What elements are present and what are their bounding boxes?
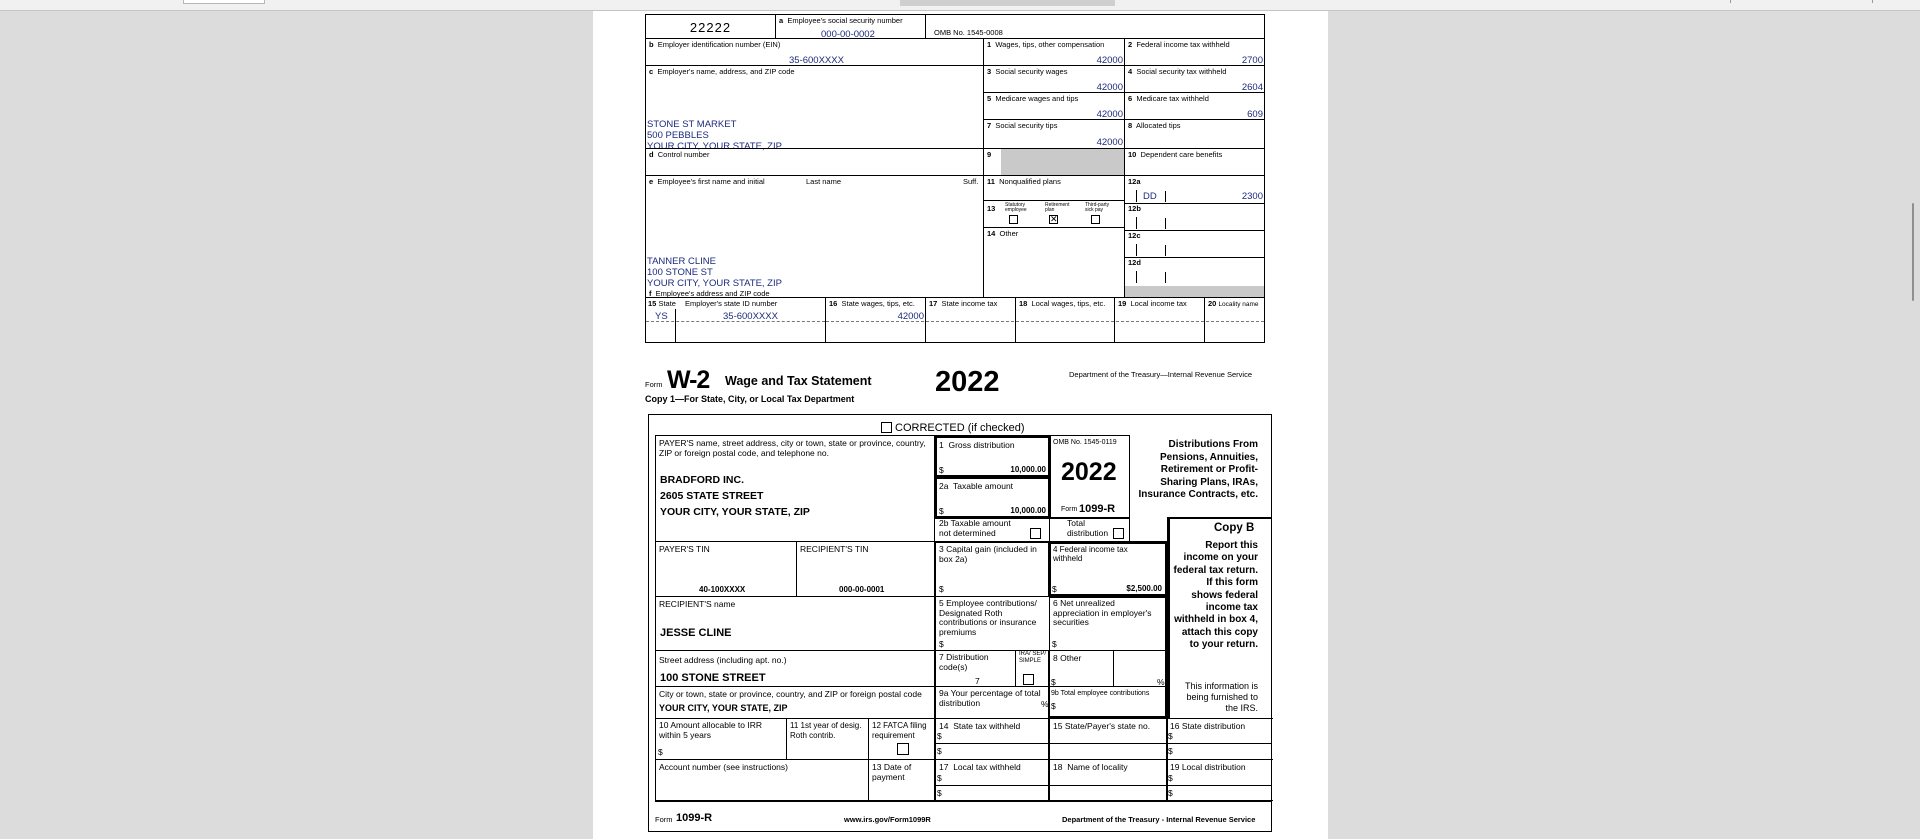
w2-box-20-label: Locality name [1218, 301, 1259, 308]
w2-box-17-label: State income tax [941, 299, 998, 308]
w2-state-row-divider [826, 321, 1264, 322]
box-8-dollar: $ [1051, 677, 1056, 687]
street-label: Street address (including apt. no.) [659, 655, 787, 665]
box-9a-percent: % [1041, 699, 1049, 709]
w2-box-3-label: Social security wages [995, 67, 1068, 76]
box-9b-dollar: $ [1051, 701, 1056, 711]
box-12-label: FATCA filing requirement [872, 721, 927, 740]
w2-medicare-tax: 609 [1247, 109, 1263, 120]
w2-box-7-label: Social security tips [995, 121, 1058, 130]
w2-12a-code: DD [1143, 191, 1157, 202]
w2-box-d-label: Control number [657, 150, 710, 159]
w2-state-id: 35-600XXXX [723, 311, 778, 322]
w2-12-code-sep [1136, 190, 1137, 202]
box-3-dollar: $ [939, 584, 944, 594]
box-8-label: Other [1060, 653, 1082, 663]
footer-dept: Department of the Treasury - Internal Revenue Service [1062, 815, 1256, 824]
box-10-dollar: $ [658, 747, 663, 757]
box-2b-label: Taxable amount not determined [939, 518, 1011, 538]
ira-checkbox[interactable] [1023, 674, 1034, 685]
box-19-dollar-1: $ [1168, 773, 1173, 783]
w2-box-5-label: Medicare wages and tips [995, 94, 1079, 103]
w2-thirdparty-label: Third-party sick pay [1085, 202, 1110, 213]
w2-statutory-label: Statutory employee [1005, 202, 1027, 213]
box-15-label: State/Payer's state no. [1064, 721, 1151, 731]
total-distribution-checkbox[interactable] [1113, 528, 1124, 539]
w2-box-18-label: Local wages, tips, etc. [1031, 299, 1106, 308]
form-1099r-year: 2022 [1061, 458, 1117, 486]
recipient-tin: 000-00-0001 [839, 585, 885, 594]
w2-form-name: W-2 [667, 366, 710, 394]
box-16-label: State distribution [1181, 721, 1246, 731]
row-17-divider [935, 785, 1272, 786]
w2-employer-street: 500 PEBBLES [647, 130, 709, 141]
box-16-dollar-1: $ [1168, 731, 1173, 741]
payer-tin: 40-100XXXX [699, 585, 746, 594]
w2-form-word: Form [645, 380, 663, 389]
omb-number: OMB No. 1545-0119 [1053, 439, 1117, 446]
w2-copy-line: Copy 1—For State, City, or Local Tax Department [645, 394, 855, 404]
box-9b-label: Total employee contributions [1060, 690, 1150, 697]
w2-box-11-label: Nonqualified plans [999, 177, 1061, 186]
w2-box-10-label: Dependent care benefits [1140, 150, 1223, 159]
w2-form-number: 22222 [689, 20, 732, 35]
box-3-label: Capital gain (included in box 2a) [939, 544, 1037, 564]
w2-12-code-sep [1136, 217, 1137, 229]
w2-box-9-shade [1001, 149, 1124, 175]
box-1-dollar: $ [939, 465, 944, 475]
payer-label: PAYER'S name, street address, city or town, state or province, country, ZIP or foreign postal code, and telephone no. [659, 438, 926, 458]
box-1-label: Gross distribution [948, 440, 1015, 450]
box-14-dollar-2: $ [937, 746, 942, 756]
toolbar-separator [1872, 0, 1873, 3]
scrollbar-thumb[interactable] [1912, 203, 1914, 301]
footer-form-name: 1099-R [676, 812, 713, 824]
box-14-label: State tax withheld [953, 721, 1021, 731]
w2-omb: OMB No. 1545-0008 [934, 28, 1003, 37]
w2-retirement-label: Retirement plan [1045, 202, 1070, 213]
box-13-label: Date of payment [872, 762, 912, 782]
w2-box-19-label: Local income tax [1130, 299, 1187, 308]
recipient-name: JESSE CLINE [660, 627, 732, 639]
box-7-label: Distribution code(s) [939, 652, 989, 672]
w2-box-b-label: Employer identification number (EIN) [657, 40, 781, 49]
w2-medicare-wages: 42000 [1096, 109, 1123, 120]
w2-box-14-label: Other [999, 229, 1019, 238]
w2-statutory-checkbox[interactable] [1009, 215, 1018, 224]
w2-box-6-label: Medicare tax withheld [1136, 94, 1209, 103]
w2-box-4-label: Social security tax withheld [1136, 67, 1227, 76]
w2-12-value-sep [1165, 272, 1166, 283]
w2-12-code-sep [1136, 271, 1137, 283]
w2-12-value-sep [1165, 245, 1166, 256]
w2-box-15-label: State [658, 299, 676, 308]
copy-b-label: Copy B [1214, 522, 1255, 534]
w2-12-divider [1125, 203, 1264, 204]
w2-wages: 42000 [1096, 55, 1123, 66]
w2-box-a-label: Employee's social security number [787, 16, 903, 25]
box-5-dollar: $ [939, 639, 944, 649]
w2-ss-wages: 42000 [1096, 82, 1123, 93]
payer-city: YOUR CITY, YOUR STATE, ZIP [660, 506, 810, 518]
box-17-dollar-1: $ [937, 773, 942, 783]
w2-box-16-label: State wages, tips, etc. [841, 299, 915, 308]
w2-state: YS [655, 311, 668, 322]
box-1-value: 10,000.00 [1010, 465, 1046, 474]
copy-b-top-rule [1168, 517, 1272, 519]
corrected-label: CORRECTED (if checked) [895, 422, 1025, 434]
box-19-dollar-2: $ [1168, 788, 1173, 798]
box-14-dollar-1: $ [937, 731, 942, 741]
w2-box-1-label: Wages, tips, other compensation [995, 40, 1105, 49]
w2-12-code-sep [1136, 244, 1137, 256]
document-page [593, 11, 1328, 839]
box-7-value: 7 [975, 676, 980, 686]
viewer-toolbar [0, 0, 1920, 11]
w2-12-value-sep [1165, 191, 1166, 202]
w2-12-value-sep [1165, 218, 1166, 229]
payer-name: BRADFORD INC. [660, 474, 744, 486]
account-label: Account number (see instructions) [659, 762, 788, 772]
payer-tin-label: PAYER'S TIN [659, 544, 710, 554]
w2-12-divider [1125, 230, 1264, 231]
row-14-divider [935, 743, 1272, 744]
w2-box-f-label: Employee's address and ZIP code [655, 289, 770, 298]
w2-year: 2022 [935, 366, 1000, 398]
footer-form-label: Form [655, 815, 673, 824]
payer-street: 2605 STATE STREET [660, 490, 764, 502]
w2-form-title: Wage and Tax Statement [725, 374, 872, 388]
box-2a-value: 10,000.00 [1010, 506, 1046, 515]
form-title: Distributions From Pensions, Annuities, Retirement or Profit-Sharing Plans, IRAs, Insurance Contracts, etc. [1138, 439, 1258, 500]
city-label: City or town, state or province, country, and ZIP or foreign postal code [659, 689, 922, 699]
w2-employee-city: YOUR CITY, YOUR STATE, ZIP [647, 278, 782, 289]
box-2a-label: Taxable amount [953, 481, 1014, 491]
footer-url: www.irs.gov/Form1099R [844, 815, 931, 824]
w2-bottom-rule [645, 342, 1265, 343]
w2-12-shade [1125, 286, 1264, 297]
recipient-city: YOUR CITY, YOUR STATE, ZIP [659, 703, 788, 713]
box-2a-dollar: $ [939, 506, 944, 516]
box-10-label: Amount allocable to IRR within 5 years [659, 720, 763, 740]
w2-box-8-label: Allocated tips [1135, 121, 1181, 130]
ira-label: IRA/ SEP/ SIMPLE [1019, 651, 1047, 664]
w2-box-2-label: Federal income tax withheld [1136, 40, 1230, 49]
w2-dept: Department of the Treasury—Internal Revenue Service [1069, 370, 1253, 379]
form-1099r: CORRECTED (if checked) PAYER'S name, street address, city or town, state or province, country, ZIP or foreign postal code, and telephone no. BRADFORD INC. 2605 STATE STREET YOUR CITY, YOUR STATE, ZIP 1 Gross distribution $ 10,000.00 2a Taxable amount $ 10,000.00 OMB No. 1545-0119 2022 Form 1099-R Distributions From Pensions, Annuities, Retirement or Profit-Sharing Plans, IRAs, Insurance Contracts, etc. 2b Taxable amount not determined Total distribution Copy B Report this income on your federal tax return. If this form shows federal income tax withheld in box 4, attach this copy to your return. This information is being furnished to the IRS. PAYER'S TIN 40-100XXXX RECIPIENT'S TIN 000-00-0001 3 Capital gain (included in box 2a) $ 4 Federal income tax withheld $ $2,500.00 RECIPIENT'S name JESSE CLINE 5 Employee contributions/ Designated Roth contributions or insurance premiums $ 6 Net unrealized appreciation in employer's securities $ Street address (including apt. no.) 100 STONE STREET 7 Distribution code(s) 7 IRA/ SEP/ SIMPLE 8 Other $ % City or town, state or province, country, and ZIP or foreign postal code YOUR CITY, YOUR STATE, ZIP 9a Your percentage of total distribution % 9b Total employee contributions $ 10 Amount allocable to IRR within 5 years $ 11 1st year of desig. Roth contrib. 12 FATCA filing requirement 14 State tax withheld $ $ 15 State/Payer's state no. 16 State distribution $ $ Account number (see instructions) 13 Date of payment 17 Local tax withheld $ $ 18 Name of locality 19 Local distribution $ $ Form 1099-R www.irs.gov/Form1099R Department of the Treasury - Internal Revenue Service [648, 414, 1272, 832]
w2-12-divider [1125, 257, 1264, 258]
w2-form: 22222 a Employee's social security number 000-00-0002 OMB No. 1545-0008 b Employer identification number (EIN) 35-600XXXX c Employer's name, address, and ZIP code STONE ST MARKET 500 PEBBLES YOUR CITY, YOUR STATE, ZIP d Control number e Employee's first name and initial Last name Suff. TANNER CLINE 100 STONE ST YOUR CITY, YOUR STATE, ZIP f Employee's address and ZIP code 1 Wages, tips, other compensation 42000 2 Federal income tax withheld 2700 3 Social security wages 42000 4 Social security tax withheld 2604 5 Medicare wages and tips 42000 6 Medicare tax withheld 609 7 Social security tips 42000 8 Allocated tips 9 10 Dependent care benefits 11 Nonqualified plans 13 Statutory employee Retirement plan Third-party sick pay ✕ 14 Other 12a 12b 12c 12d DD 2300 15 State Employer's state ID number YS 35-600XXXX 16 State wages, tips, etc. 42000 17 State income tax 18 Local wages, tips, etc. 19 Local income tax 20 Locality name Form W-2 Wage and Tax Statement 2022 Department of the Treasury—Internal Revenue Service Copy 1—For State, City, or Local Tax Department [645, 16, 1263, 404]
w2-retirement-checkbox[interactable]: ✕ [1050, 214, 1058, 224]
box-11-label: 1st year of desig. Roth contrib. [790, 721, 862, 740]
corrected-checkbox[interactable] [881, 422, 892, 433]
box-17-dollar-2: $ [937, 788, 942, 798]
w2-ss-tax: 2604 [1241, 82, 1263, 93]
form-1099r-name-top: 1099-R [1079, 503, 1116, 515]
w2-box-15-id-label: Employer's state ID number [685, 299, 778, 308]
box-16-dollar-2: $ [1168, 746, 1173, 756]
box-17-label: Local tax withheld [953, 762, 1021, 772]
form-small-label: Form [1061, 506, 1078, 513]
box-8-percent: % [1157, 677, 1165, 687]
copy-b-furnished: This information is being furnished to the IRS. [1184, 681, 1258, 713]
box-6-label: Net unrealized appreciation in employer's securities [1053, 598, 1152, 627]
recipient-tin-label: RECIPIENT'S TIN [800, 544, 869, 554]
w2-thirdparty-checkbox[interactable] [1091, 215, 1100, 224]
copy-b-instructions: Report this income on your federal tax return. If this form shows federal income tax withheld in box 4, attach this copy to your return. [1173, 540, 1258, 651]
toolbar-button[interactable] [183, 0, 265, 4]
w2-12a-value: 2300 [1241, 191, 1263, 202]
total-distribution-label: Total distribution [1067, 518, 1109, 538]
w2-state-wages: 42000 [897, 311, 924, 322]
recipient-name-label: RECIPIENT'S name [659, 599, 736, 609]
box-18-label: Name of locality [1067, 762, 1128, 772]
box-4-label: Federal income tax withheld [1053, 545, 1128, 563]
box-4-value: $2,500.00 [1126, 584, 1162, 593]
box-4-dollar: $ [1052, 584, 1057, 594]
box-6-dollar: $ [1052, 639, 1057, 649]
w2-ssn: 000-00-0002 [821, 29, 875, 40]
w2-ss-tips: 42000 [1096, 137, 1123, 148]
w2-employee-street: 100 STONE ST [647, 267, 713, 278]
w2-employer-name: STONE ST MARKET [647, 119, 737, 130]
w2-employer-city: YOUR CITY, YOUR STATE, ZIP [647, 141, 782, 152]
toolbar-tab[interactable] [900, 0, 1115, 6]
box-19-label: Local distribution [1181, 762, 1246, 772]
toolbar-separator [1730, 0, 1731, 3]
w2-box-a-letter: a [779, 16, 784, 25]
w2-ein: 35-600XXXX [789, 55, 844, 66]
w2-employee-name: TANNER CLINE [647, 256, 716, 267]
w2-box-e-last: Last name [806, 177, 842, 186]
w2-box-c-label: Employer's name, address, and ZIP code [657, 67, 795, 76]
taxable-not-determined-checkbox[interactable] [1030, 528, 1041, 539]
box-5-label: Employee contributions/ Designated Roth contributions or insurance premiums [939, 598, 1037, 637]
w2-box-e-label: Employee's first name and initial [657, 177, 765, 186]
form-1099r-bottom-rule [655, 800, 1272, 802]
box-9a-label: Your percentage of total distribution [939, 688, 1041, 708]
recipient-street: 100 STONE STREET [660, 672, 766, 684]
fatca-checkbox[interactable] [897, 743, 909, 755]
w2-fed-tax: 2700 [1241, 55, 1263, 66]
w2-box-e-suff: Suff. [963, 177, 979, 186]
